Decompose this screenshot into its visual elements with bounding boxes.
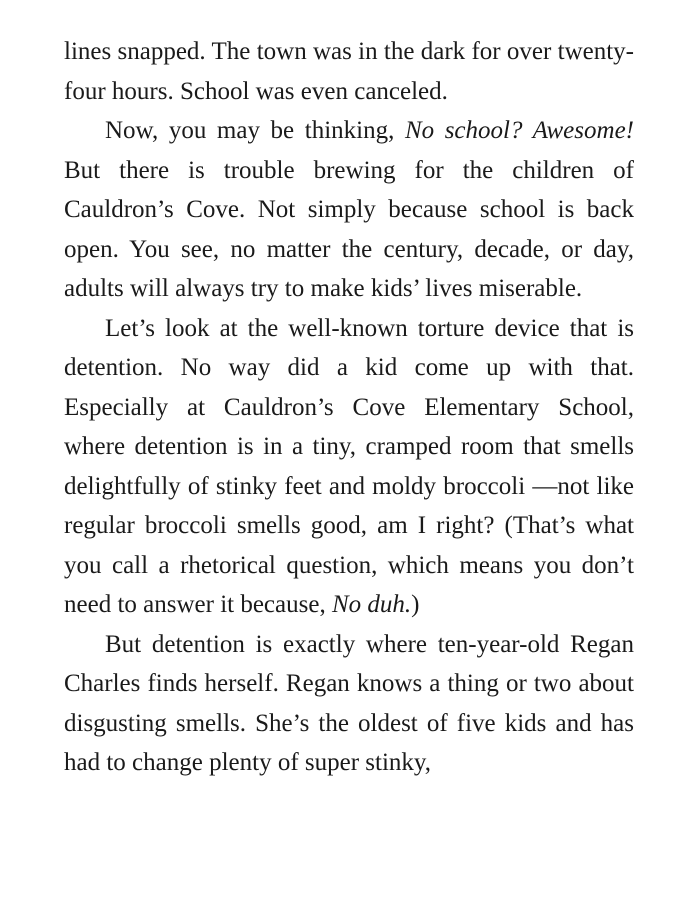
paragraph-3 bbox=[64, 309, 634, 625]
italic-text: No school? Awesome! bbox=[404, 117, 634, 144]
paragraph-1 bbox=[64, 32, 634, 111]
paragraph-text: Now, you may be thinking, bbox=[105, 117, 405, 144]
paragraph-text: lines snapped. The town was in the dark for over twenty-four hours. School was even canceled. bbox=[64, 38, 634, 105]
italic-text: No duh. bbox=[331, 591, 412, 618]
paragraph-2 bbox=[64, 111, 634, 309]
book-page bbox=[64, 32, 634, 783]
paragraph-text: But there is trouble brewing for the children of Cauldron’s Cove. Not simply because school is back open. You see, no matter the century, decade, or day, adults will always try to make kids’ lives miserable. bbox=[64, 156, 634, 302]
paragraph-text: ) bbox=[411, 591, 420, 618]
paragraph-4 bbox=[64, 625, 634, 783]
paragraph-text: But detention is exactly where ten-year-old Regan Charles finds herself. Regan knows a thing or two about disgusting smells. She’s the oldest of five kids and has had to change plenty of super stinky, bbox=[64, 630, 634, 776]
paragraph-text: Let’s look at the well-known torture device that is detention. No way did a kid come up with that. Especially at Cauldron’s Cove Elementary School, where detention is in a tiny, cramped room that smells delightfully of stinky feet and moldy broccoli —not like regular broccoli smells good, am I right? (That’s what you call a rhetorical question, which means you don’t need to answer it because, bbox=[64, 314, 634, 618]
